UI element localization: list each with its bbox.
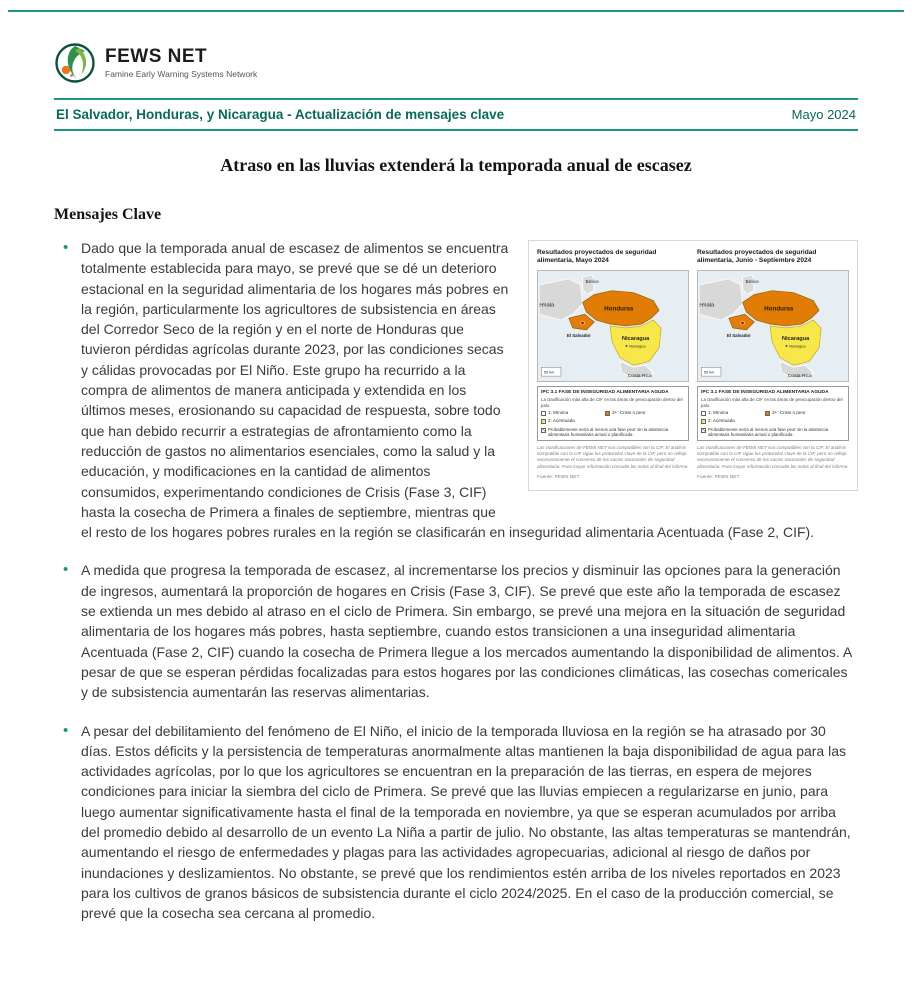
bullet-item-3: • A pesar del debilitamiento del fenómeno de El Niño, el inicio de la temporada lluviosa en la región se ha atrasado por 30 días. Estos déficits y la persistencia de temperaturas anormalmente altas mantienen la baja disponibilidad de agua para las actividades agrícolas, por lo que los agricultores se encuentran en la preparación de las tierras, en espera de mejores condiciones para iniciar la siembra del ciclo de Primera. Se prevé que las lluvias empiecen a regularizarse en junio, para luego aumentar significativamente hasta el final de la temporada en noviembre, ya que se esperan acumulados por arriba del promedio debido al desarrollo de un evento La Niña a partir de julio. No obstante, las altas temperaturas se mantendrán, aumentando el riesgo de enfermedades y plagas para las actividades agropecuarias, adicional al riesgo de daños por inundaciones y deslizamientos. No obstante, se prevé que los rendimientos estén arriba de los niveles reportados en 2023 para los cultivos de granos básicos de subsistencia durante el ciclo 2024/2025. En el caso de la producción comercial, se prevé que la cosecha sea cercana al promedio. [54, 721, 858, 924]
map-disclaimer: Las clasificaciones de FEWS NET son compatibles con la CIF. El análisis compatible con la CIF sigue los protocolos clave de la CIF, pero no refleja necesariamente el consenso de los socios nacionales de seguridad alimentaria. Para mayor información consulte las notas al final del informe. [537, 444, 689, 469]
brand-tagline: Famine Early Warning Systems Network [105, 68, 258, 79]
key-messages-content [54, 238, 858, 924]
brand-name: FEWS NET [105, 46, 208, 68]
map-disclaimer: Las clasificaciones de FEWS NET son compatibles con la CIF. El análisis compatible con la CIF sigue los protocolos clave de la CIF, pero no refleja necesariamente el consenso de los socios nacionales de seguridad alimentaria. Para mayor información consulte las notas al final del informe. [697, 444, 849, 469]
globe-icon [54, 42, 96, 84]
legend-note-text: Probablemente sería al menos una fase peor sin la asistencia alimentaria humanitaria actual o planificada [548, 426, 669, 438]
legend-title: IPC 3.1 FASE DE INSEGURIDAD ALIMENTARIA AGUDA [541, 390, 669, 395]
legend-subtitle: La clasificación más alta de CIF en las áreas de preocupación dentro del país [701, 397, 843, 408]
map-panel-title: Resultados proyectados de seguridad alimentaria, Mayo 2024 [537, 249, 657, 265]
bullet-item-2: • A medida que progresa la temporada de escasez, al incrementarse los precios y disminuir las opciones para la generación de ingresos, aumentará la proporción de hogares en Crisis (Fase 3, CIF). Se prevé que este año la temporada de escasez se extienda un mes debido al atraso en el ciclo de Primera. Sin embargo, se prevé una mejora en la situación de seguridad alimentaria de los hogares más pobres, hasta septiembre, cuando estos transicionen a una inseguridad alimentaria Acentuada (Fase 2, CIF) cuando la cosecha de Primera llegue a los mercados aumentando la disponibilidad de alimentos. A pesar de que se esperan pérdidas focalizadas para estos hogares por las condiciones climáticas, las cosechas comericales y de subsistencia aumentarán las reservas alimentarias. [54, 560, 858, 702]
report-date: Mayo 2024 [791, 107, 856, 122]
legend-item-label: 1: Mínima [548, 410, 569, 416]
legend-title: IPC 3.1 FASE DE INSEGURIDAD ALIMENTARIA AGUDA [701, 390, 829, 395]
legend-subtitle: La clasificación más alta de CIF en las áreas de preocupación dentro del país [541, 397, 683, 408]
legend-item-label: 3+: Crisis o peor [612, 410, 646, 416]
legend-item-label: 3+: Crisis o peor [772, 410, 806, 416]
section-heading: Mensajes Clave [54, 206, 162, 223]
legend-item-label: 2: Acentuada [708, 418, 735, 424]
map-panel-title: Resultados proyectados de seguridad alimentaria, Junio - Septiembre 2024 [697, 249, 817, 265]
legend-item-label: 1: Mínima [708, 410, 729, 416]
top-divider [8, 10, 904, 12]
map-source: Fuente: FEWS NET [697, 474, 740, 480]
key-messages-list [54, 238, 858, 924]
map-source: Fuente: FEWS NET [537, 474, 580, 480]
report-region-title: El Salvador, Honduras, y Nicaragua - Actualización de mensajes clave [56, 107, 505, 122]
bullet-item-1: • Dado que la temporada anual de escasez de alimentos se encuentra totalmente establecida para mayo, se prevé que se dé un deterioro estacional en la seguridad alimentaria de los hogares más pobres en la región, particularmente los agricultores de subsistencia en áreas del Corredor Seco de la región y en el norte de Honduras que tuvieron pérdidas agrícolas durante 2023, por las condiciones secas y cálidas provocadas por El Niño. Este grupo ha recurrido a la compra de alimentos de manera anticipada y extendida en los últimos meses, erosionando su capacidad de respuesta, sobre todo que han debido recurrir a estrategias de afrontamiento como la reducción de gastos no alimentarios esenciales, como la salud y la educación, y modificaciones en la cantidad de alimentos consumidos, experimentando condiciones de Crisis (Fase 3, CIF) hasta la cosecha de Primera a finales de septiembre, mientras que el resto de los hogares pobres rurales en la región se clasificarán en inseguridad alimentaria Acentuada (Fase 2, CIF). [54, 238, 858, 542]
legend-note-text: Probablemente sería al menos una fase peor sin la asistencia alimentaria humanitaria actual o planificada [708, 426, 829, 438]
page-title: Atraso en las lluvias extenderá la temporada anual de escasez [220, 155, 692, 175]
legend-item-label: 2: Acentuada [548, 418, 575, 424]
fews-net-logo [54, 42, 858, 84]
report-header-bar [54, 98, 858, 131]
